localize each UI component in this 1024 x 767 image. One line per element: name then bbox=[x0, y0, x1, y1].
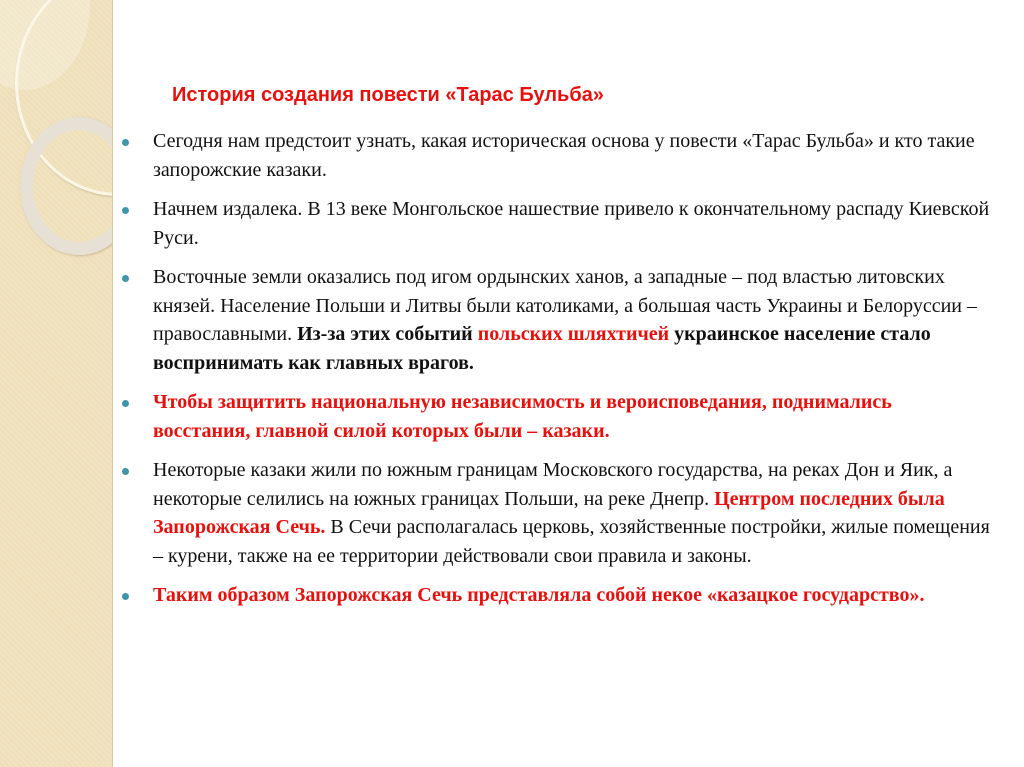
bullet-item bbox=[122, 388, 992, 445]
bullet-text: В Сечи располагалась церковь, хозяйственные постройки, жилые помещения – курени, также на ее территории действовали свои правила и законы. bbox=[153, 516, 990, 567]
decorative-sidebar bbox=[0, 0, 113, 767]
bullet-item bbox=[122, 456, 992, 570]
highlight-text: Центром последних была Запорожская Сечь. bbox=[153, 487, 945, 538]
bullet-text: Сегодня нам предстоит узнать, какая историческая основа у повести «Тарас Бульба» и кто такие запорожские казаки. bbox=[153, 130, 975, 181]
bullet-item bbox=[122, 263, 992, 377]
bullet-text: Восточные земли оказались под игом ордынских ханов, а западные – под властью литовских князей. Население Польши и Литвы были католиками, а большая часть Украины и Белоруссии – православными. bbox=[153, 266, 977, 345]
highlight-text: Чтобы защитить национальную независимость и вероисповедания, поднимались восстания, главной силой которых были – казаки. bbox=[153, 391, 892, 442]
bullet-list bbox=[122, 127, 992, 621]
highlight-text: Таким образом Запорожская Сечь представляла собой некое «казацкое государство». bbox=[153, 584, 925, 606]
bold-text: Из-за этих событий bbox=[297, 323, 478, 345]
bullet-item bbox=[122, 581, 992, 610]
slide-title: История создания повести «Тарас Бульба» bbox=[172, 84, 604, 106]
bullet-item bbox=[122, 127, 992, 184]
bold-text: украинское население стало воспринимать как главных врагов. bbox=[153, 323, 931, 374]
bullet-item bbox=[122, 195, 992, 252]
bullet-text: Некоторые казаки жили по южным границам Московского государства, на реках Дон и Яик, а некоторые селились на южных границах Польши, на реке Днепр. bbox=[153, 459, 953, 510]
bullet-text: Начнем издалека. В 13 веке Монгольское нашествие привело к окончательному распаду Киевской Руси. bbox=[153, 198, 990, 249]
highlight-text: польских шляхтичей bbox=[477, 323, 670, 345]
